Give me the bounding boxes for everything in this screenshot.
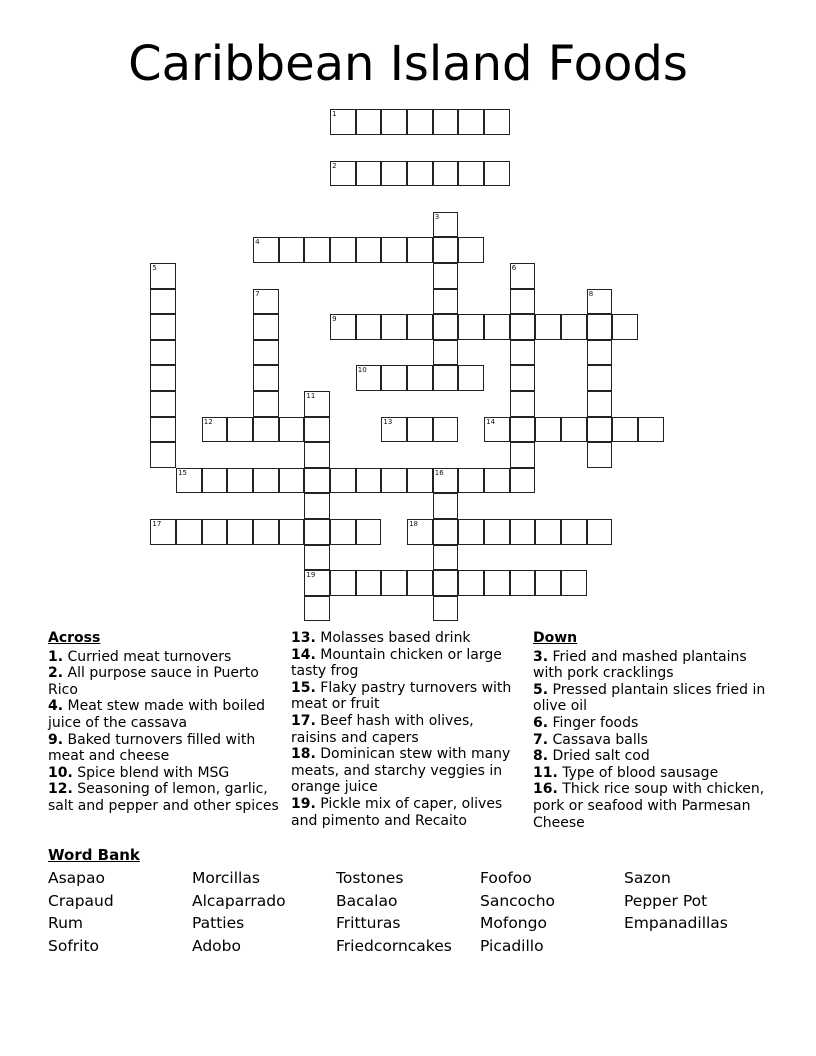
clue-text: Dried salt cod <box>548 748 650 765</box>
grid-cell[interactable] <box>202 519 228 545</box>
grid-cell[interactable] <box>510 468 536 494</box>
grid-cell[interactable] <box>304 519 330 545</box>
clue-number: 8 <box>588 289 594 298</box>
clue-number-label: 3. <box>533 648 549 665</box>
clue-item <box>291 713 523 746</box>
clue-text: Cassava balls <box>548 731 648 748</box>
grid-cell[interactable] <box>433 596 459 622</box>
grid-cell[interactable] <box>510 365 536 391</box>
clue-item <box>48 665 280 698</box>
clue-text: Molasses based drink <box>315 630 471 646</box>
grid-cell[interactable] <box>407 570 433 596</box>
grid-cell[interactable] <box>535 417 561 443</box>
clue-number-label: 9. <box>48 731 64 748</box>
clue-text: Seasoning of lemon, garlic, salt and pepper and other spices <box>48 781 279 814</box>
grid-cell[interactable] <box>407 109 433 135</box>
word-bank-word: Asapao <box>48 869 105 887</box>
word-bank-word: Mofongo <box>480 914 547 933</box>
grid-cell[interactable] <box>433 212 459 238</box>
grid-cell[interactable] <box>587 391 613 417</box>
word-bank-column <box>480 867 555 957</box>
grid-cell[interactable] <box>381 417 407 443</box>
grid-cell[interactable] <box>304 493 330 519</box>
clue-number: 13 <box>383 417 393 426</box>
grid-cell[interactable] <box>227 468 253 494</box>
grid-cell[interactable] <box>561 417 587 443</box>
grid-cell[interactable] <box>176 468 202 494</box>
clue-number-label: 15. <box>291 679 316 696</box>
down-heading: Down <box>533 630 578 646</box>
grid-cell[interactable] <box>356 109 382 135</box>
clue-item <box>291 746 523 796</box>
grid-cell[interactable] <box>304 442 330 468</box>
grid-cell[interactable] <box>330 519 356 545</box>
clue-item <box>533 732 773 749</box>
word-bank-word: Empanadillas <box>624 914 728 933</box>
word-bank-word: Friedcorncakes <box>336 936 452 955</box>
clue-number-label: 17. <box>291 712 316 729</box>
clue-item <box>291 630 523 647</box>
grid-cell[interactable] <box>356 314 382 340</box>
clue-number-label: 12. <box>48 781 73 798</box>
grid-cell[interactable] <box>433 340 459 366</box>
grid-cell[interactable] <box>304 468 330 494</box>
grid-cell[interactable] <box>227 417 253 443</box>
clue-item <box>533 649 773 682</box>
grid-cell[interactable] <box>587 365 613 391</box>
grid-cell[interactable] <box>433 289 459 315</box>
grid-cell[interactable] <box>510 314 536 340</box>
grid-cell[interactable] <box>253 468 279 494</box>
clue-item <box>48 698 280 731</box>
grid-cell[interactable] <box>253 340 279 366</box>
clue-number-label: 10. <box>48 764 73 781</box>
grid-cell[interactable] <box>304 237 330 263</box>
across-heading: Across <box>48 630 101 646</box>
grid-cell[interactable] <box>484 109 510 135</box>
clue-number: 17 <box>152 520 162 528</box>
grid-cell[interactable] <box>535 519 561 545</box>
clue-number: 14 <box>486 417 496 426</box>
grid-cell[interactable] <box>535 314 561 340</box>
clue-item <box>533 765 773 782</box>
grid-cell[interactable] <box>330 161 356 187</box>
grid-cell[interactable] <box>150 391 176 417</box>
clue-number: 15 <box>178 468 187 477</box>
clue-number: 5 <box>152 264 157 272</box>
grid-cell[interactable] <box>587 340 613 366</box>
clue-text: Spice blend with MSG <box>72 764 230 781</box>
grid-cell[interactable] <box>356 468 382 494</box>
word-bank-word: Tostones <box>336 869 404 887</box>
grid-cell[interactable] <box>407 365 433 391</box>
grid-cell[interactable] <box>150 314 176 340</box>
grid-cell[interactable] <box>561 519 587 545</box>
grid-cell[interactable] <box>407 519 433 545</box>
word-bank-word: Morcillas <box>192 869 260 887</box>
clue-text: Type of blood sausage <box>557 764 719 781</box>
grid-cell[interactable] <box>458 237 484 263</box>
grid-cell[interactable] <box>304 545 330 571</box>
clue-item <box>533 682 773 715</box>
grid-cell[interactable] <box>561 314 587 340</box>
grid-cell[interactable] <box>202 417 228 443</box>
grid-cell[interactable] <box>510 391 536 417</box>
word-bank-column <box>624 867 728 935</box>
word-bank-column <box>336 867 452 957</box>
grid-cell[interactable] <box>330 570 356 596</box>
grid-cell[interactable] <box>279 468 305 494</box>
clue-number-label: 11. <box>533 764 558 781</box>
grid-cell[interactable] <box>458 519 484 545</box>
grid-cell[interactable] <box>330 314 356 340</box>
grid-cell[interactable] <box>510 570 536 596</box>
grid-cell[interactable] <box>484 519 510 545</box>
clue-number-label: 7. <box>533 731 549 748</box>
grid-cell[interactable] <box>381 161 407 187</box>
clue-number: 10 <box>357 366 367 375</box>
clue-text: Thick rice soup with chicken, pork or seafood with Parmesan Cheese <box>533 781 765 831</box>
grid-cell[interactable] <box>381 109 407 135</box>
clue-number-label: 2. <box>48 665 64 682</box>
grid-cell[interactable] <box>510 340 536 366</box>
grid-cell[interactable] <box>587 519 613 545</box>
clue-item <box>291 796 523 829</box>
grid-cell[interactable] <box>433 545 459 571</box>
grid-cell[interactable] <box>484 161 510 187</box>
grid-cell[interactable] <box>484 468 510 494</box>
grid-cell[interactable] <box>176 519 202 545</box>
clue-number: 6 <box>511 264 517 272</box>
clue-text: Baked turnovers filled with meat and cheese <box>48 731 256 765</box>
grid-cell[interactable] <box>510 519 536 545</box>
grid-cell[interactable] <box>612 314 638 340</box>
word-bank-word: Rum <box>48 914 83 933</box>
grid-cell[interactable] <box>433 570 459 596</box>
clue-number-label: 6. <box>533 714 549 731</box>
clue-item <box>291 680 523 713</box>
word-bank-word: Sazon <box>624 869 671 887</box>
grid-cell[interactable] <box>381 468 407 494</box>
grid-cell[interactable] <box>381 314 407 340</box>
grid-cell[interactable] <box>253 365 279 391</box>
clue-item <box>48 781 280 814</box>
grid-cell[interactable] <box>253 314 279 340</box>
grid-cell[interactable] <box>150 289 176 315</box>
across-clues-column-2 <box>291 630 523 829</box>
clue-text: All purpose sauce in Puerto Rico <box>48 665 259 698</box>
grid-cell[interactable] <box>304 596 330 622</box>
grid-cell[interactable] <box>253 237 279 263</box>
clue-number: 3 <box>434 212 440 221</box>
word-bank-word: Sofrito <box>48 936 100 955</box>
grid-cell[interactable] <box>304 391 330 417</box>
grid-cell[interactable] <box>150 263 176 289</box>
grid-cell[interactable] <box>381 365 407 391</box>
grid-cell[interactable] <box>433 161 459 187</box>
grid-cell[interactable] <box>638 417 664 443</box>
clue-number: 12 <box>203 417 213 426</box>
grid-cell[interactable] <box>458 161 484 187</box>
word-bank-word: Pepper Pot <box>624 891 708 910</box>
grid-cell[interactable] <box>484 570 510 596</box>
word-bank-column <box>192 867 286 957</box>
grid-cell[interactable] <box>510 442 536 468</box>
grid-cell[interactable] <box>458 468 484 494</box>
word-bank-word: Picadillo <box>480 936 544 955</box>
clue-number: 16 <box>434 468 444 477</box>
grid-cell[interactable] <box>279 519 305 545</box>
clue-number: 19 <box>306 571 316 580</box>
clue-number: 4 <box>255 238 260 247</box>
clue-number: 7 <box>255 289 260 298</box>
grid-cell[interactable] <box>407 161 433 187</box>
clue-number: 2 <box>332 161 337 170</box>
grid-cell[interactable] <box>279 237 305 263</box>
clue-text: Fried and mashed plantains with pork cracklings <box>533 648 747 682</box>
clue-number: 18 <box>409 520 419 528</box>
clue-text: Dominican stew with many meats, and starchy veggies in orange juice <box>291 746 511 796</box>
clue-text: Pressed plantain slices fried in olive oil <box>533 681 766 715</box>
grid-cell[interactable] <box>253 391 279 417</box>
grid-cell[interactable] <box>587 442 613 468</box>
grid-cell[interactable] <box>433 109 459 135</box>
clue-number-label: 16. <box>533 781 558 798</box>
clue-text: Curried meat turnovers <box>63 648 232 665</box>
grid-cell[interactable] <box>330 468 356 494</box>
grid-cell[interactable] <box>535 570 561 596</box>
grid-cell[interactable] <box>356 237 382 263</box>
clue-number: 1 <box>332 110 337 119</box>
clue-item <box>291 647 523 680</box>
across-clues-column-1 <box>48 630 280 815</box>
grid-cell[interactable] <box>407 314 433 340</box>
grid-cell[interactable] <box>510 263 536 289</box>
grid-cell[interactable] <box>407 417 433 443</box>
clue-text: Finger foods <box>548 714 639 731</box>
grid-cell[interactable] <box>433 365 459 391</box>
grid-cell[interactable] <box>150 519 176 545</box>
grid-cell[interactable] <box>433 417 459 443</box>
word-bank-word: Bacalao <box>336 891 398 910</box>
clue-number-label: 14. <box>291 646 316 663</box>
word-bank-word: Fritturas <box>336 914 401 933</box>
grid-cell[interactable] <box>587 417 613 443</box>
grid-cell[interactable] <box>356 161 382 187</box>
word-bank-word: Foofoo <box>480 869 532 887</box>
grid-cell[interactable] <box>304 417 330 443</box>
word-bank-word: Alcaparrado <box>192 891 286 910</box>
clue-item <box>48 732 280 765</box>
clue-text: Meat stew made with boiled juice of the cassava <box>48 698 266 731</box>
grid-cell[interactable] <box>433 468 459 494</box>
grid-cell[interactable] <box>356 519 382 545</box>
clue-number-label: 13. <box>291 630 316 646</box>
clue-text: Beef hash with olives, raisins and capers <box>291 712 474 746</box>
clue-number-label: 8. <box>533 748 549 765</box>
grid-cell[interactable] <box>227 519 253 545</box>
clue-number-label: 4. <box>48 698 64 715</box>
clue-text: Flaky pastry turnovers with meat or fruit <box>291 679 512 713</box>
grid-cell[interactable] <box>458 109 484 135</box>
grid-cell[interactable] <box>381 237 407 263</box>
grid-cell[interactable] <box>150 442 176 468</box>
grid-cell[interactable] <box>253 417 279 443</box>
grid-cell[interactable] <box>330 237 356 263</box>
clue-number-label: 1. <box>48 648 64 665</box>
clue-item <box>48 765 280 782</box>
grid-cell[interactable] <box>458 570 484 596</box>
grid-cell[interactable] <box>510 417 536 443</box>
puzzle-title: Caribbean Island Foods <box>128 36 688 92</box>
grid-cell[interactable] <box>150 417 176 443</box>
grid-cell[interactable] <box>433 314 459 340</box>
clue-number-label: 18. <box>291 746 316 763</box>
grid-cell[interactable] <box>253 519 279 545</box>
clue-item <box>533 748 773 765</box>
grid-cell[interactable] <box>433 519 459 545</box>
grid-cell[interactable] <box>150 340 176 366</box>
grid-cell[interactable] <box>587 289 613 315</box>
grid-cell[interactable] <box>202 468 228 494</box>
grid-cell[interactable] <box>587 314 613 340</box>
grid-cell[interactable] <box>279 417 305 443</box>
grid-cell[interactable] <box>561 570 587 596</box>
grid-cell[interactable] <box>304 570 330 596</box>
grid-cell[interactable] <box>330 109 356 135</box>
down-clues <box>533 630 773 831</box>
grid-cell[interactable] <box>433 493 459 519</box>
grid-cell[interactable] <box>150 365 176 391</box>
clue-number: 9 <box>332 315 337 324</box>
word-bank-word: Patties <box>192 914 245 933</box>
clue-number: 11 <box>306 392 316 400</box>
grid-cell[interactable] <box>484 417 510 443</box>
grid-cell[interactable] <box>407 237 433 263</box>
grid-cell[interactable] <box>484 314 510 340</box>
grid-cell[interactable] <box>433 263 459 289</box>
grid-cell[interactable] <box>433 237 459 263</box>
word-bank-word: Sancocho <box>480 891 555 910</box>
grid-cell[interactable] <box>612 417 638 443</box>
grid-cell[interactable] <box>458 365 484 391</box>
clue-number-label: 5. <box>533 681 549 698</box>
grid-cell[interactable] <box>407 468 433 494</box>
grid-cell[interactable] <box>356 365 382 391</box>
grid-cell[interactable] <box>253 289 279 315</box>
grid-cell[interactable] <box>381 570 407 596</box>
word-bank-word: Adobo <box>192 936 241 955</box>
word-bank-heading: Word Bank <box>48 846 140 864</box>
grid-cell[interactable] <box>458 314 484 340</box>
clue-item <box>533 715 773 732</box>
grid-cell[interactable] <box>356 570 382 596</box>
clue-number-label: 19. <box>291 795 316 812</box>
clue-text: Mountain chicken or large tasty frog <box>291 646 502 680</box>
grid-cell[interactable] <box>510 289 536 315</box>
word-bank-column <box>48 867 114 957</box>
clue-item <box>48 649 280 666</box>
word-bank-word: Crapaud <box>48 891 114 910</box>
clue-item <box>533 781 773 831</box>
clue-text: Pickle mix of caper, olives and pimento and Recaito <box>291 795 503 829</box>
